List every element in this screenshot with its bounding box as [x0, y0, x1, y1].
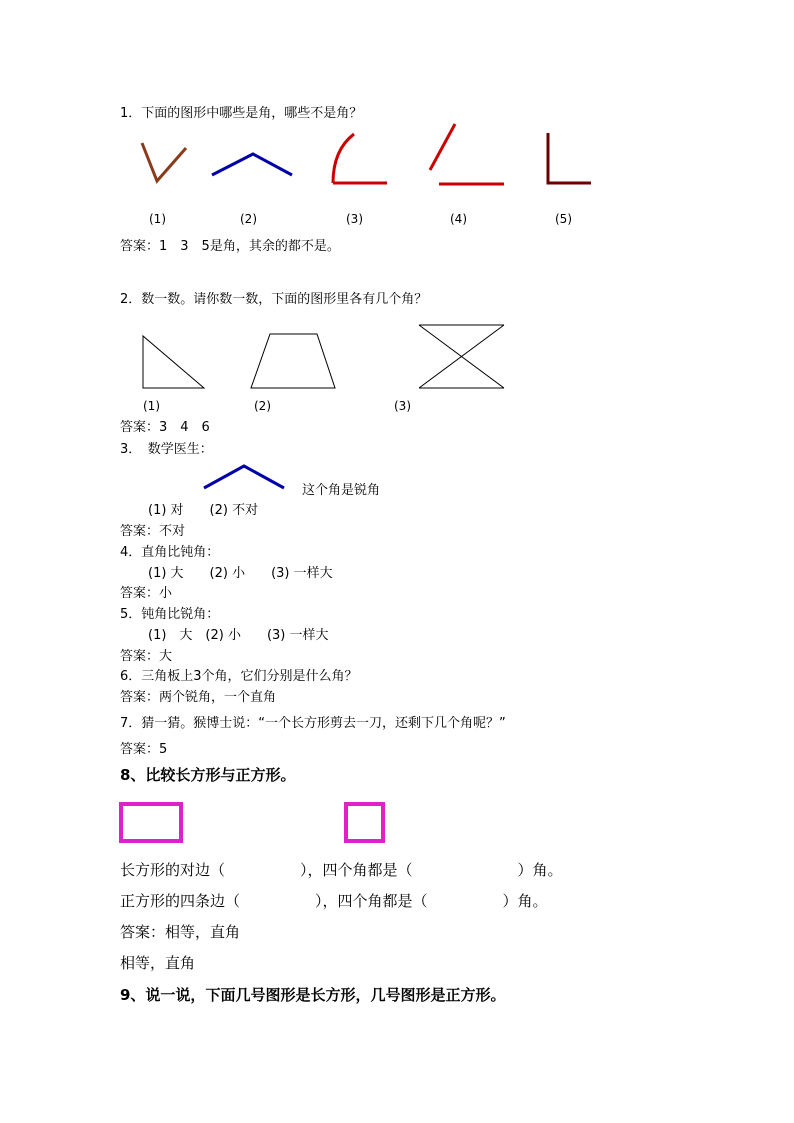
q1-label-4: (4) — [450, 212, 467, 226]
q1-label-2: (2) — [240, 212, 257, 226]
q8-answer-2: 相等，直角 — [120, 954, 196, 972]
q8-rectangle — [121, 804, 181, 841]
q9-title: 9、说一说，下面几号图形是长方形，几号图形是正方形。 — [120, 986, 506, 1004]
q7-answer: 答案：5 — [120, 742, 168, 757]
q5-options: (1) 大 (2) 小 (3) 一样大 — [148, 628, 329, 643]
q1-title: 1．下面的图形中哪些是角，哪些不是角？ — [120, 106, 363, 121]
q2-label-1: (1) — [143, 399, 160, 413]
q6-title: 6．三角板上3个角，它们分别是什么角？ — [120, 669, 358, 684]
q8-title: 8、比较长方形与正方形。 — [120, 766, 296, 784]
q5-answer: 答案：大 — [120, 649, 173, 664]
q7-title: 7．猜一猜。猴博士说：“一个长方形剪去一刀，还剩下几个角呢？” — [120, 716, 506, 731]
q2-label-2: (2) — [254, 399, 271, 413]
q1-label-5: (5) — [555, 212, 572, 226]
q8-square-line: 正方形的四条边（ ），四个角都是（ ）角。 — [120, 892, 548, 910]
q2-label-3: (3) — [394, 399, 411, 413]
q3-title: 3． 数学医生： — [120, 442, 213, 457]
q6-answer: 答案：两个锐角，一个直角 — [120, 690, 277, 705]
q5-title: 5．钝角比锐角： — [120, 607, 220, 622]
q4-options: (1) 大 (2) 小 (3) 一样大 — [148, 566, 333, 581]
q8-answer-1: 答案：相等，直角 — [120, 923, 241, 941]
q1-label-1: (1) — [149, 212, 166, 226]
q1-label-3: (3) — [346, 212, 363, 226]
q4-answer: 答案：小 — [120, 586, 173, 601]
q2-answer: 答案：3 4 6 — [120, 420, 210, 435]
q4-title: 4．直角比钝角： — [120, 545, 220, 560]
q1-answer: 答案：1 3 5是角，其余的都不是。 — [120, 239, 340, 254]
q3-answer: 答案：不对 — [120, 524, 186, 539]
q8-rectangle-line: 长方形的对边（ ），四个角都是（ ）角。 — [120, 861, 563, 879]
q2-title: 2．数一数。请你数一数，下面的图形里各有几个角？ — [120, 292, 428, 307]
q3-options: (1) 对 (2) 不对 — [148, 503, 259, 518]
q3-statement: 这个角是锐角 — [302, 483, 381, 498]
q8-square — [346, 804, 383, 841]
